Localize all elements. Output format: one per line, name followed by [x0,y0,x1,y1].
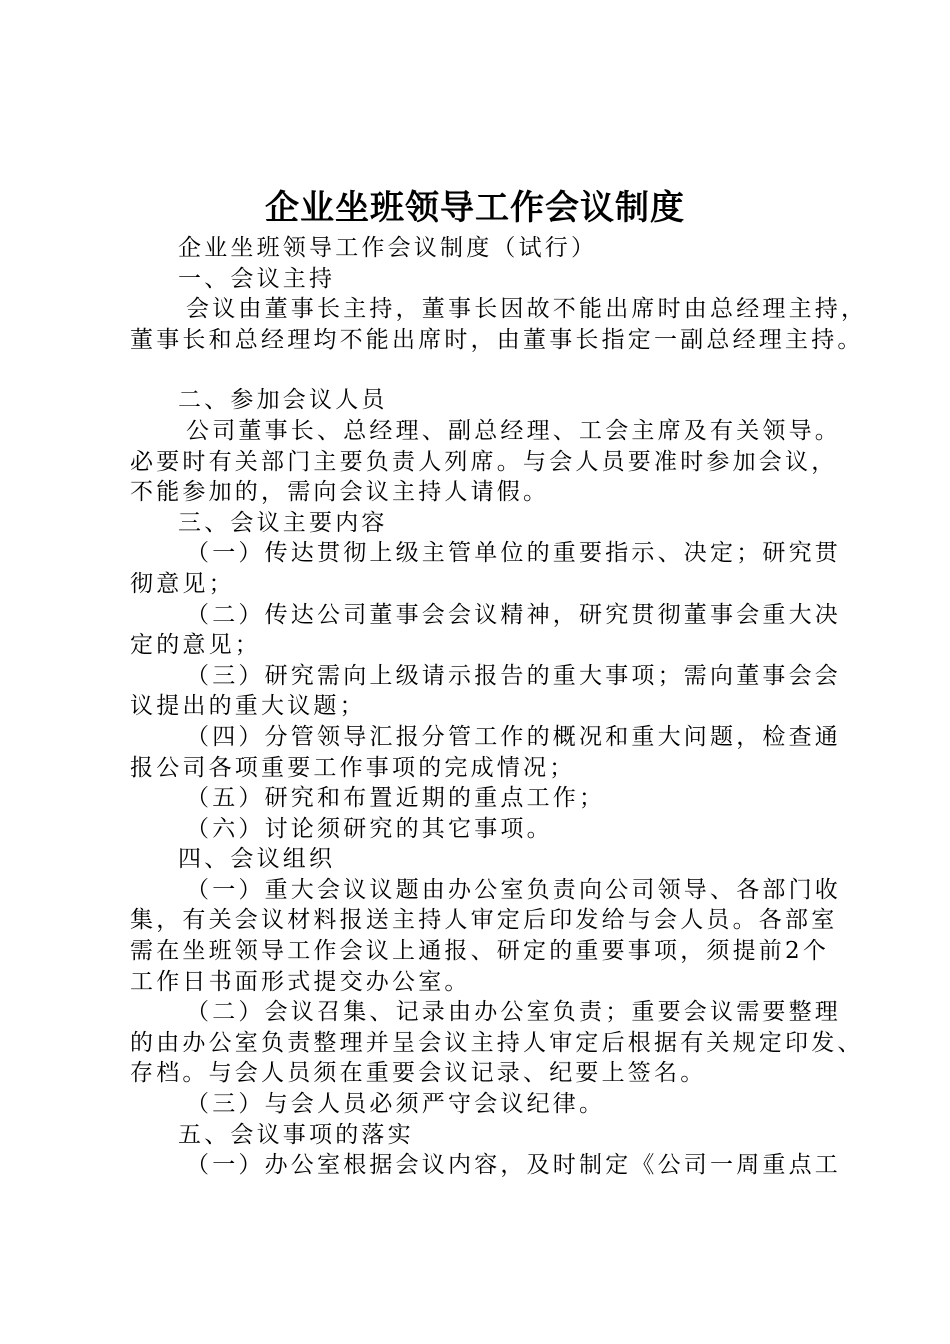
paragraph-line: 董事长和总经理均不能出席时，由董事长指定一副总经理主持。 [130,326,864,353]
paragraph-line: 不能参加的，需向会议主持人请假。 [130,479,550,506]
list-item-line: 存档。与会人员须在重要会议记录、纪要上签名。 [130,1060,707,1087]
section-heading: 三、会议主要内容 [178,509,388,536]
list-item-line: 工作日书面形式提交办公室。 [130,968,471,995]
list-item-line: 定的意见； [130,632,261,659]
list-item-line: 议提出的重大议题； [130,693,366,720]
list-item-line: （二）传达公司董事会会议精神，研究贯彻董事会重大决 [186,601,841,628]
blank-line [130,355,842,385]
list-item-line: （三）与会人员必须严守会议纪律。 [186,1091,606,1118]
paragraph-line: 公司董事长、总经理、副总经理、工会主席及有关领导。 [186,417,841,444]
list-item-line: （五）研究和布置近期的重点工作； [186,785,606,812]
list-item-line: 报公司各项重要工作事项的完成情况； [130,754,576,781]
list-item-line: （三）研究需向上级请示报告的重大事项；需向董事会会 [186,662,841,689]
list-item-line: （一）传达贯彻上级主管单位的重要指示、决定；研究贯 [186,540,841,567]
section-heading: 二、参加会议人员 [178,387,388,414]
list-item-line: （二）会议召集、记录由办公室负责；重要会议需要整理 [186,999,841,1026]
list-item-line: 集，有关会议材料报送主持人审定后印发给与会人员。各部室 [130,907,838,934]
section-heading: 四、会议组织 [178,846,336,873]
list-item-line: 需在坐班领导工作会议上通报、研定的重要事项，须提前2个 [130,938,830,965]
subtitle-line: 企业坐班领导工作会议制度（试行） [178,235,598,261]
paragraph-line: 必要时有关部门主要负责人列席。与会人员要准时参加会议， [130,448,838,475]
list-item-line: （一）办公室根据会议内容，及时制定《公司一周重点工 [186,1152,841,1179]
document-title: 企业坐班领导工作会议制度 [265,188,685,228]
section-heading: 一、会议主持 [178,265,336,292]
list-item-line: （六）讨论须研究的其它事项。 [186,815,553,842]
list-item-line: （一）重大会议议题由办公室负责向公司领导、各部门收 [186,876,841,903]
paragraph-line: 会议由董事长主持，董事长因故不能出席时由总经理主持， [186,296,868,323]
list-item-line: 彻意见； [130,570,235,597]
section-heading: 五、会议事项的落实 [178,1121,414,1148]
list-item-line: 的由办公室负责整理并呈会议主持人审定后根据有关规定印发、 [130,1029,864,1056]
document-body [130,233,868,1181]
list-item-line: （四）分管领导汇报分管工作的概况和重大问题，检查通 [186,723,841,750]
